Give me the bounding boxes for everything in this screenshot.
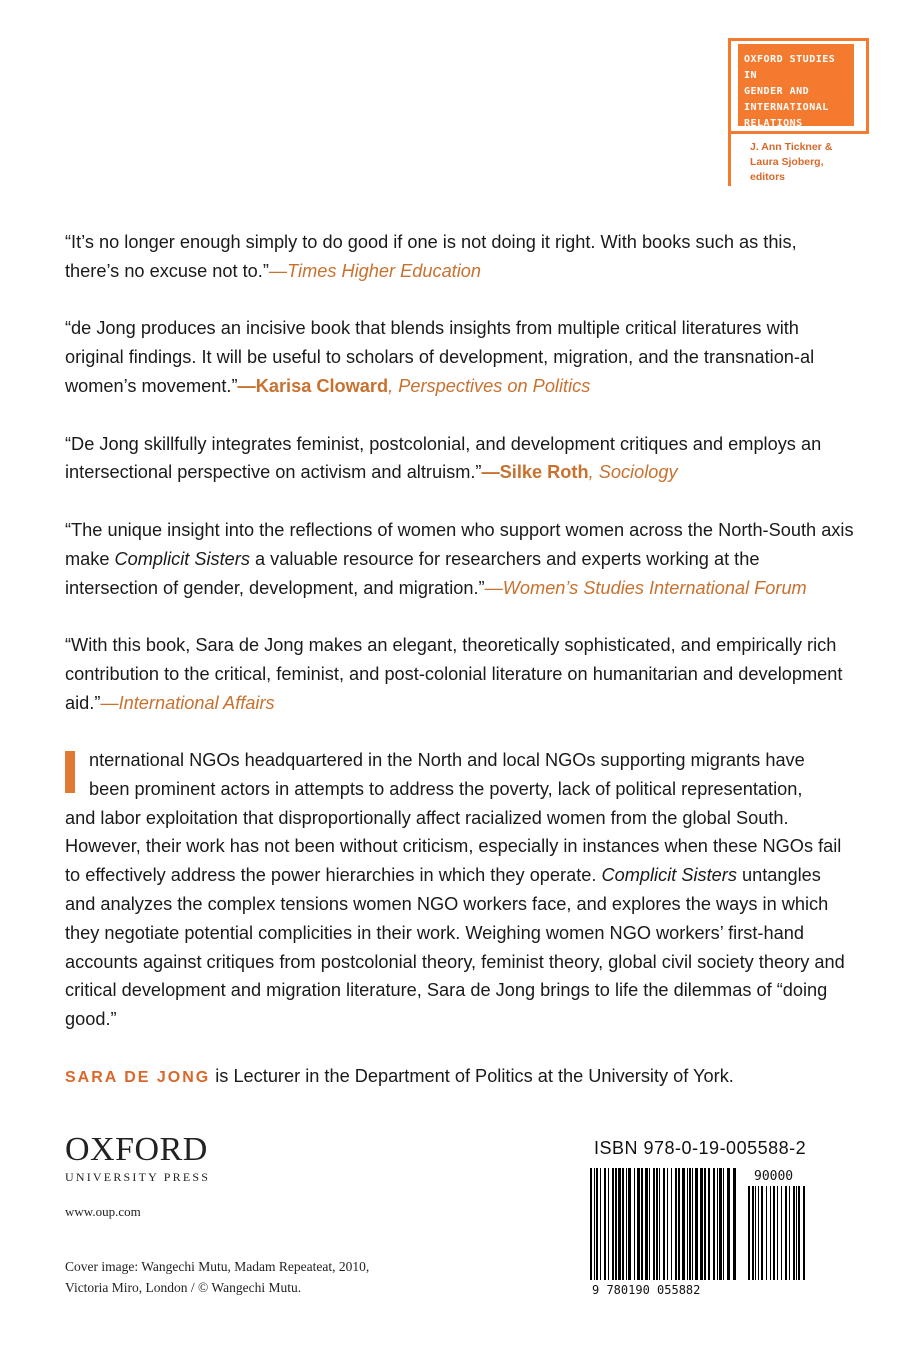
- series-frame-right: [866, 38, 869, 134]
- barcode-bar: [719, 1168, 722, 1280]
- barcode-bar: [695, 1168, 698, 1280]
- quote-text: “With this book, Sara de Jong makes an elegant, theoretically sophisticated, and empirically rich contribution to the critical, feminist, and post-colonial literature on humanitarian and development aid.”: [65, 635, 843, 713]
- quote-source-name: —Silke Roth: [481, 462, 589, 483]
- quote-source: —Times Higher Education: [268, 260, 482, 281]
- quote-source: , Sociology: [588, 462, 678, 483]
- barcode-bar: [622, 1168, 624, 1280]
- publisher-website: www.oup.com: [65, 1204, 141, 1219]
- review-quote: [65, 516, 855, 602]
- quote-text: a valuable resource for researchers and experts working at the intersection of gender, development, and migration.”: [65, 548, 760, 598]
- review-quotes: [65, 228, 855, 746]
- barcode-bar: [727, 1168, 730, 1280]
- author-name: SARA DE JONG: [65, 1069, 211, 1086]
- barcode-bar: [626, 1168, 627, 1280]
- barcode-addon-bar: [789, 1186, 790, 1280]
- quote-source: —Women’s Studies International Forum: [484, 577, 807, 598]
- barcode-bar: [618, 1168, 621, 1280]
- barcode-bar: [656, 1168, 658, 1280]
- barcode-bar: [689, 1168, 691, 1280]
- series-editors-line: editors: [750, 171, 786, 183]
- barcode-bar: [645, 1168, 648, 1280]
- barcode-addon-bar: [766, 1186, 767, 1280]
- barcode-bar: [634, 1168, 635, 1280]
- isbn-label: ISBN 978-0-19-005588-2: [594, 1138, 807, 1158]
- book-title: Complicit Sisters: [601, 865, 737, 886]
- barcode-bar: [612, 1168, 614, 1280]
- barcode-bar: [713, 1168, 715, 1280]
- barcode-bar: [692, 1168, 693, 1280]
- description-line: been prominent actors in attempts to address the poverty, lack of political representation,: [89, 778, 803, 799]
- quote-source-name: —Karisa Cloward: [237, 375, 389, 396]
- publisher-name: OXFORD: [65, 1131, 208, 1168]
- barcode-bar: [596, 1168, 598, 1280]
- barcode-addon-bar: [785, 1186, 787, 1280]
- barcode-digits: 9 780190 055882: [592, 1283, 701, 1297]
- barcode-bar: [687, 1168, 688, 1280]
- barcode-addon-bar: [748, 1186, 750, 1280]
- description-line: nternational NGOs headquartered in the North and local NGOs supporting migrants have: [89, 750, 805, 770]
- barcode-bar: [723, 1168, 724, 1280]
- barcode-bar: [667, 1168, 668, 1280]
- author-bio: [65, 1062, 855, 1093]
- barcode-bar: [615, 1168, 617, 1280]
- series-title-line: INTERNATIONAL: [744, 102, 829, 113]
- barcode-addon-bar: [781, 1186, 782, 1280]
- barcode-bar: [717, 1168, 718, 1280]
- barcode-bar: [733, 1168, 736, 1280]
- barcode-addon-bar: [755, 1186, 756, 1280]
- barcode-addon-bar: [761, 1186, 763, 1280]
- barcode-bar: [590, 1168, 592, 1280]
- barcode-bar: [641, 1168, 643, 1280]
- quote-text: “The unique insight into the reflections of women who support women across the North-South axis make: [65, 519, 854, 569]
- quote-source: —International Affairs: [100, 692, 275, 713]
- series-editors-line: Laura Sjoberg,: [750, 156, 824, 168]
- series-editors: [750, 140, 860, 185]
- quote-text: “de Jong produces an incisive book that blends insights from multiple critical literatures with original findings. It will be useful to scholars of development, migration, and the transnation-al women’s movement.”: [65, 318, 815, 396]
- barcode-addon-bar: [777, 1186, 778, 1280]
- barcode-addon-bar: [752, 1186, 754, 1280]
- credit-line: Cover image: Wangechi Mutu, Madam Repeateat, 2010,: [65, 1259, 370, 1274]
- barcode-bar: [608, 1168, 609, 1280]
- review-quote: [65, 430, 855, 488]
- barcode-price-code: 90000: [754, 1169, 794, 1184]
- barcode-bar: [600, 1168, 601, 1280]
- barcode-addon-bar: [770, 1186, 771, 1280]
- series-title-line: RELATIONS: [744, 118, 803, 129]
- publisher-sub: UNIVERSITY PRESS: [65, 1170, 211, 1184]
- barcode-bar: [604, 1168, 606, 1280]
- barcode-bar: [594, 1168, 595, 1280]
- barcode-bar: [704, 1168, 706, 1280]
- barcode-addon-bar: [798, 1186, 800, 1280]
- series-title-line: GENDER AND: [744, 86, 810, 97]
- quote-text: “De Jong skillfully integrates feminist, postcolonial, and development critiques and employs an intersectional perspective on activism and altruism.”: [65, 433, 822, 483]
- barcode: [578, 1160, 808, 1300]
- barcode-bar: [708, 1168, 710, 1280]
- series-label-box: [738, 44, 854, 129]
- description-paragraph: [65, 804, 855, 1034]
- barcode-bar: [637, 1168, 640, 1280]
- review-quote: [65, 228, 855, 286]
- barcode-bar: [659, 1168, 660, 1280]
- barcode-bar: [671, 1168, 672, 1280]
- book-description: [65, 746, 855, 1034]
- barcode-bar: [682, 1168, 685, 1280]
- description-text: untangles and analyzes the complex tensions women NGO workers face, and explores the ways in which they negotiate potential complicities in their work. Weighing women NGO workers’ first-hand accounts against critiques from postcolonial theory, feminist theory, global civil society theory and critical development and migration literature, Sara de Jong brings to life the dilemmas of “doing good.”: [65, 865, 845, 1030]
- series-editors-line: J. Ann Tickner &: [750, 141, 833, 153]
- description-text: and labor exploitation that disproportionally affect racialized women from the global South. However, their work has not been without criticism, especially in instances when these NGOs fail to effectively address the power hierarchies in which they operate.: [65, 807, 842, 886]
- barcode-bar: [678, 1168, 680, 1280]
- barcode-bar: [663, 1168, 665, 1280]
- review-quote: [65, 314, 855, 400]
- book-title: Complicit Sisters: [114, 548, 250, 569]
- barcode-bar: [653, 1168, 655, 1280]
- barcode-bar: [700, 1168, 703, 1280]
- author-bio-text: is Lecturer in the Department of Politics at the University of York.: [210, 1066, 734, 1086]
- review-quote: [65, 631, 855, 717]
- publisher-logo: [65, 1132, 210, 1185]
- quote-source: , Perspectives on Politics: [388, 375, 591, 396]
- cover-credit: [65, 1256, 465, 1298]
- barcode-addon-bar: [758, 1186, 759, 1280]
- barcode-addon-bar: [796, 1186, 797, 1280]
- series-title-line: OXFORD STUDIES IN: [744, 54, 836, 81]
- barcode-addon-bar: [793, 1186, 795, 1280]
- barcode-bar: [649, 1168, 650, 1280]
- credit-line: Victoria Miro, London / © Wangechi Mutu.: [65, 1280, 302, 1295]
- barcode-bar: [675, 1168, 677, 1280]
- barcode-addon-bar: [803, 1186, 805, 1280]
- quote-text: “It’s no longer enough simply to do good if one is not doing it right. With books such as this, there’s no excuse not to.”: [65, 232, 797, 281]
- barcode-bar: [628, 1168, 631, 1280]
- barcode-addon-bar: [773, 1186, 775, 1280]
